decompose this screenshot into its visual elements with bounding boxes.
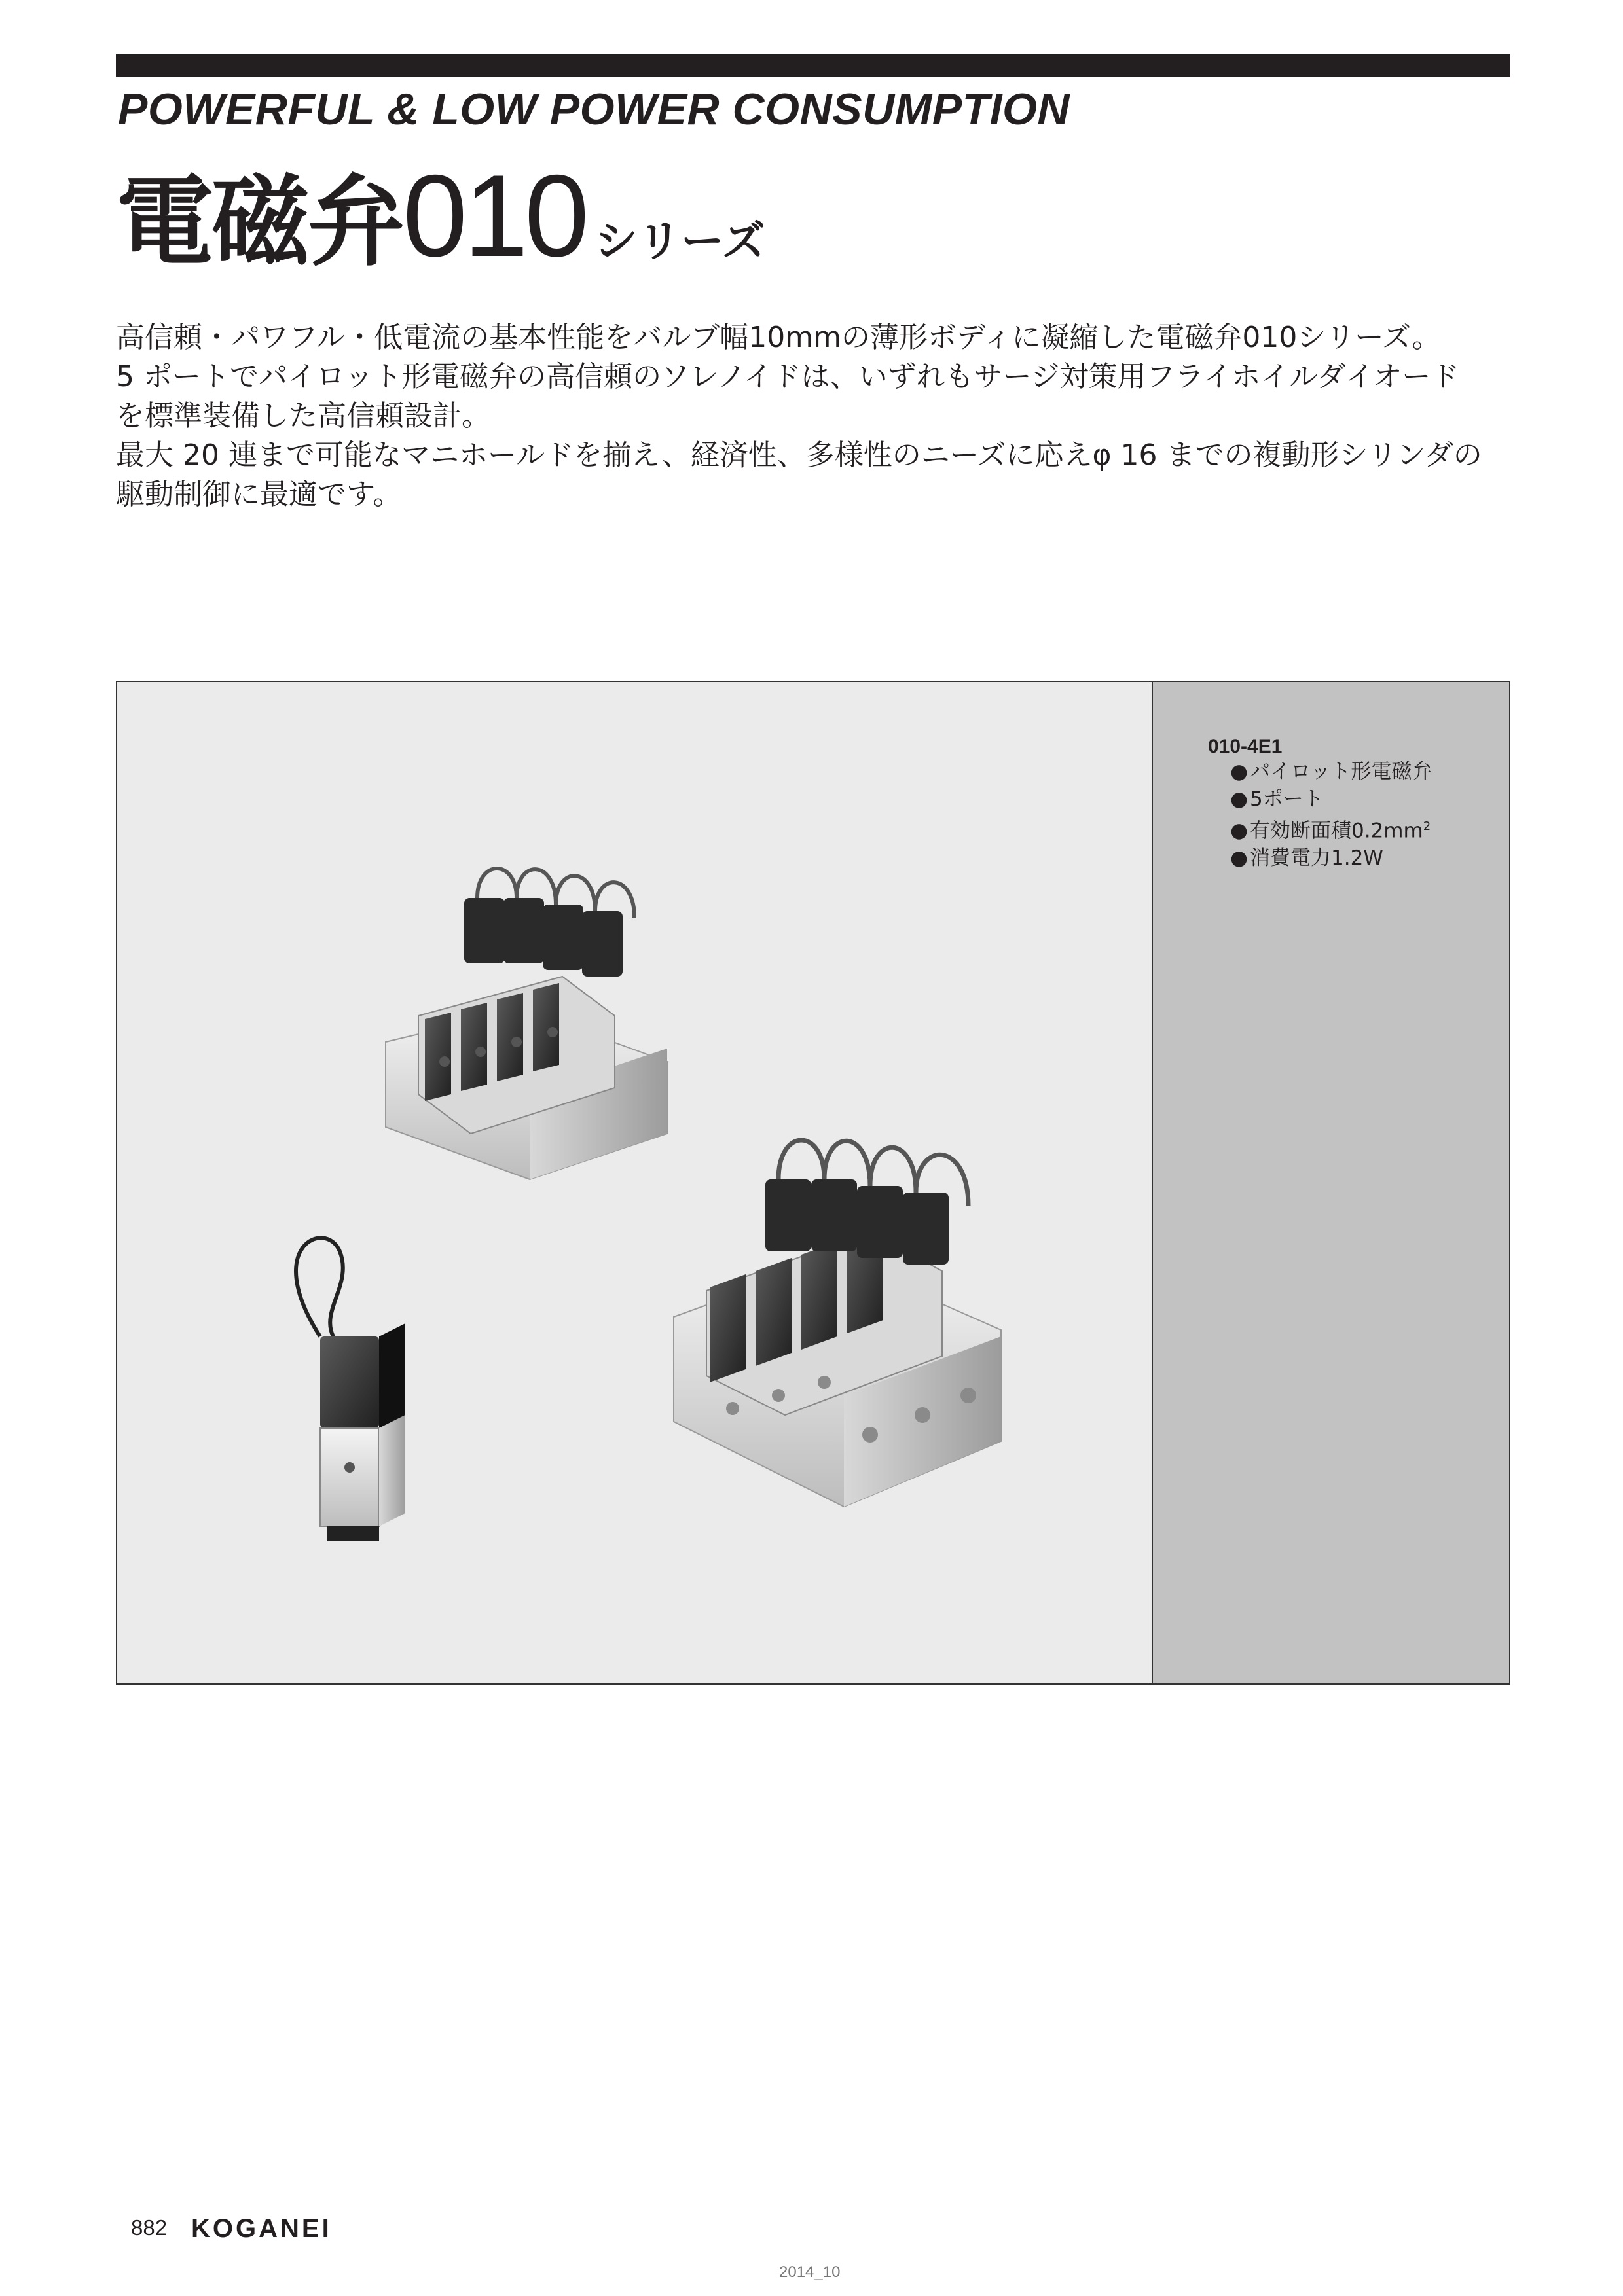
edition-date: 2014_10: [779, 2263, 841, 2281]
product-photo: [117, 682, 1152, 1683]
valve-manifold-4-image: [386, 869, 667, 1179]
svg-text:KOGANEI: KOGANEI: [191, 2214, 332, 2243]
title-number: 010: [403, 151, 586, 281]
feature-item: ●消費電力1.2W: [1230, 844, 1432, 872]
model-number: 010-4E1: [1208, 736, 1283, 757]
valve-manifold-4-angled-image: [674, 1140, 1001, 1507]
intro-line: 最大 20 連まで可能なマニホールドを揃え、経済性、多様性のニーズに応えφ 16 までの複動形シリンダの: [116, 439, 1482, 472]
product-photo-panel: [116, 681, 1152, 1685]
feature-item: ●パイロット形電磁弁: [1230, 758, 1432, 785]
intro-line: 高信頼・パワフル・低電流の基本性能をバルブ幅10mmの薄形ボディに凝縮した電磁弁010シリーズ。: [116, 321, 1441, 354]
single-valve-image: [296, 1238, 405, 1541]
koganei-logo: [190, 2212, 373, 2246]
title-suffix: シリーズ: [594, 216, 765, 266]
koganei-logo-svg: [190, 2212, 373, 2244]
header-rule: [116, 54, 1510, 77]
bullet-icon: ●: [1230, 819, 1249, 843]
intro-paragraph: [116, 318, 1523, 514]
title-jp: 電磁弁: [116, 166, 403, 279]
feature-item: ●5ポート: [1230, 785, 1432, 813]
feature-list: [1230, 758, 1432, 872]
page-number: 882: [131, 2215, 168, 2240]
feature-item: ●有効断面積$0.2mm^2$: [1230, 813, 1432, 844]
header-kicker: POWERFUL & LOW POWER CONSUMPTION: [118, 84, 1070, 134]
bullet-icon: ●: [1230, 846, 1249, 870]
intro-line: 駆動制御に最適です。: [116, 478, 402, 511]
bullet-icon: ●: [1230, 787, 1249, 811]
bullet-icon: ●: [1230, 760, 1249, 783]
intro-line: 5 ポートでパイロット形電磁弁の高信頼のソレノイドは、いずれもサージ対策用フライホイルダイオード: [116, 360, 1460, 393]
spec-panel: [1152, 681, 1510, 1685]
intro-line: を標準装備した高信頼設計。: [116, 399, 490, 433]
page-title: [116, 143, 765, 281]
